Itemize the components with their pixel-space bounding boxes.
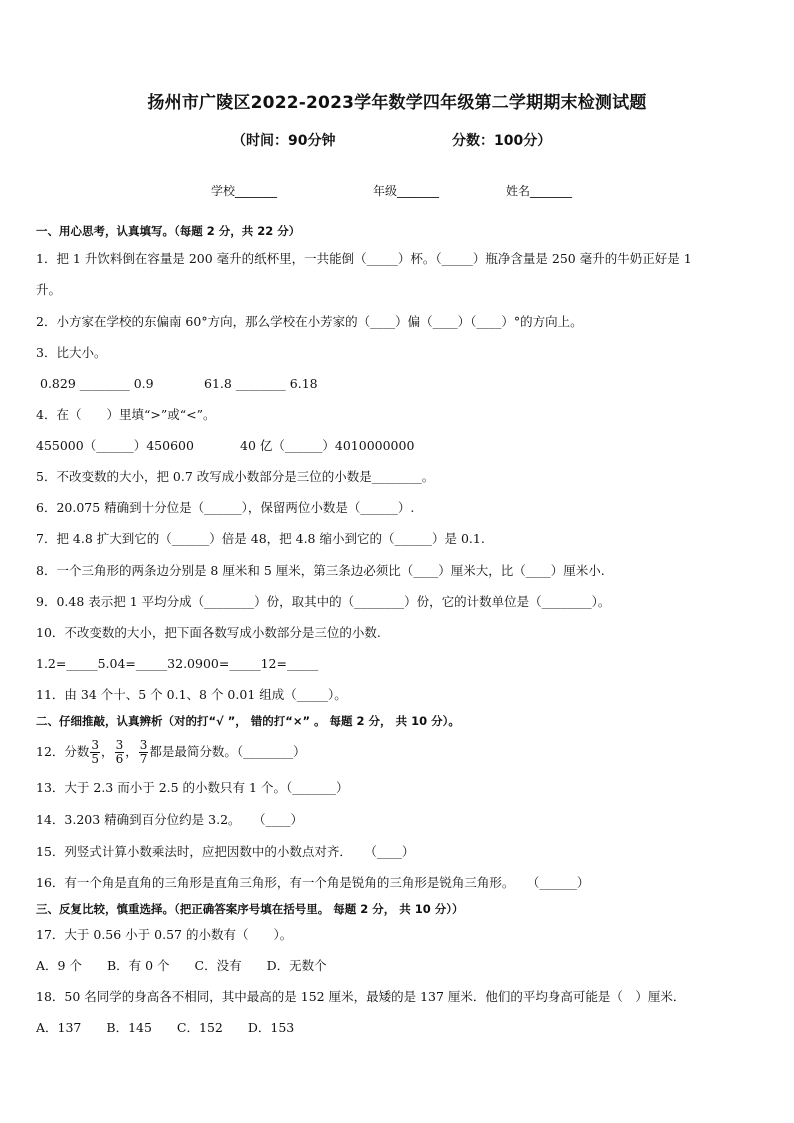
section-2-heading: 二、仔细推敲，认真辨析（对的打“√ ”， 错的打“×” 。 每题 2 分， 共 10 分）。 [36,714,460,728]
question-5: 5．不改变数的大小，把 0.7 改写成小数部分是三位的小数是________。 [36,469,435,484]
question-2: 2．小方家在学校的东偏南 60°方向，那么学校在小芳家的（____）偏（____）（____）°的方向上。 [36,314,583,329]
fraction-3-5: $\frac{3}{5}$ [91,738,100,766]
score-label: 分数：100分） [452,133,552,149]
question-17-options: A．9 个 B．有 0 个 C．没有 D．无数个 [36,958,327,973]
question-10-items: 1.2=_____5.04=_____32.0900=_____12=_____ [36,656,319,671]
question-4-item-b: 40 亿（______）4010000000 [240,438,415,453]
section-3-heading: 三、反复比较，慎重选择。（把正确答案序号填在括号里。 每题 2 分， 共 10 分）） [36,902,464,916]
question-3-item-a: 0.829 ________ 0.9 [40,376,154,391]
fraction-3-6: $\frac{3}{6}$ [115,738,124,766]
question-3: 3．比大小。 [36,345,107,360]
question-3-item-b: 61.8 ________ 6.18 [204,376,318,391]
question-13: 13．大于 2.3 而小于 2.5 的小数只有 1 个。（_______） [36,780,349,795]
question-6: 6．20.075 精确到十分位是（______），保留两位小数是（______）. [36,500,415,515]
question-16: 16．有一个角是直角的三角形是直角三角形，有一个角是锐角的三角形是锐角三角形。 （______） [36,875,590,890]
question-18: 18．50 名同学的身高各不相同，其中最高的是 152 厘米，最矮的是 137 厘米．他们的平均身高可能是（ ）厘米． [36,989,686,1004]
question-4: 4．在（ ）里填“>”或“<”。 [36,407,216,422]
question-10: 10．不改变数的大小，把下面各数写成小数部分是三位的小数. [36,625,381,640]
question-9: 9．0.48 表示把 1 平均分成（________）份，取其中的（________）份，它的计数单位是（________）。 [36,594,611,609]
question-12-separator: ， [125,744,138,759]
question-14: 14．3.203 精确到百分位约是 3.2。 （____） [36,812,304,827]
section-1-heading: 一、用心思考，认真填写。（每题 2 分，共 22 分） [36,224,301,238]
question-1-line-2: 升。 [36,282,62,297]
question-12-separator: ， [101,744,114,759]
name-field: 姓名_______ [506,184,573,198]
question-7: 7．把 4.8 扩大到它的（______）倍是 48，把 4.8 缩小到它的（______）是 0.1. [36,531,485,546]
question-1-line-1: 1．把 1 升饮料倒在容量是 200 毫升的纸杯里，一共能倒（_____）杯。（_____）瓶净含量是 250 毫升的牛奶正好是 1 [36,251,692,266]
question-4-item-a: 455000（______）450600 [36,438,194,453]
question-15: 15．列竖式计算小数乘法时，应把因数中的小数点对齐． （____） [36,844,415,859]
time-label: （时间：90分钟 [232,133,336,149]
fraction-3-7: $\frac{3}{7}$ [139,738,148,766]
question-17: 17．大于 0.56 小于 0.57 的小数有（ ）。 [36,927,293,942]
question-12 [36,735,766,769]
question-12-suffix: 都是最简分数。（________） [149,744,306,759]
school-field: 学校_______ [211,184,278,198]
question-18-options: A．137 B．145 C．152 D．153 [36,1020,295,1035]
exam-title: 扬州市广陵区2022-2023学年数学四年级第二学期期末检测试题 [147,93,647,113]
question-8: 8．一个三角形的两条边分别是 8 厘米和 5 厘米，第三条边必须比（____）厘米大，比（____）厘米小. [36,563,605,578]
grade-field: 年级_______ [373,184,440,198]
question-11: 11．由 34 个十、5 个 0.1、8 个 0.01 组成（_____）。 [36,687,347,702]
question-12-prefix: 12．分数 [36,744,90,759]
